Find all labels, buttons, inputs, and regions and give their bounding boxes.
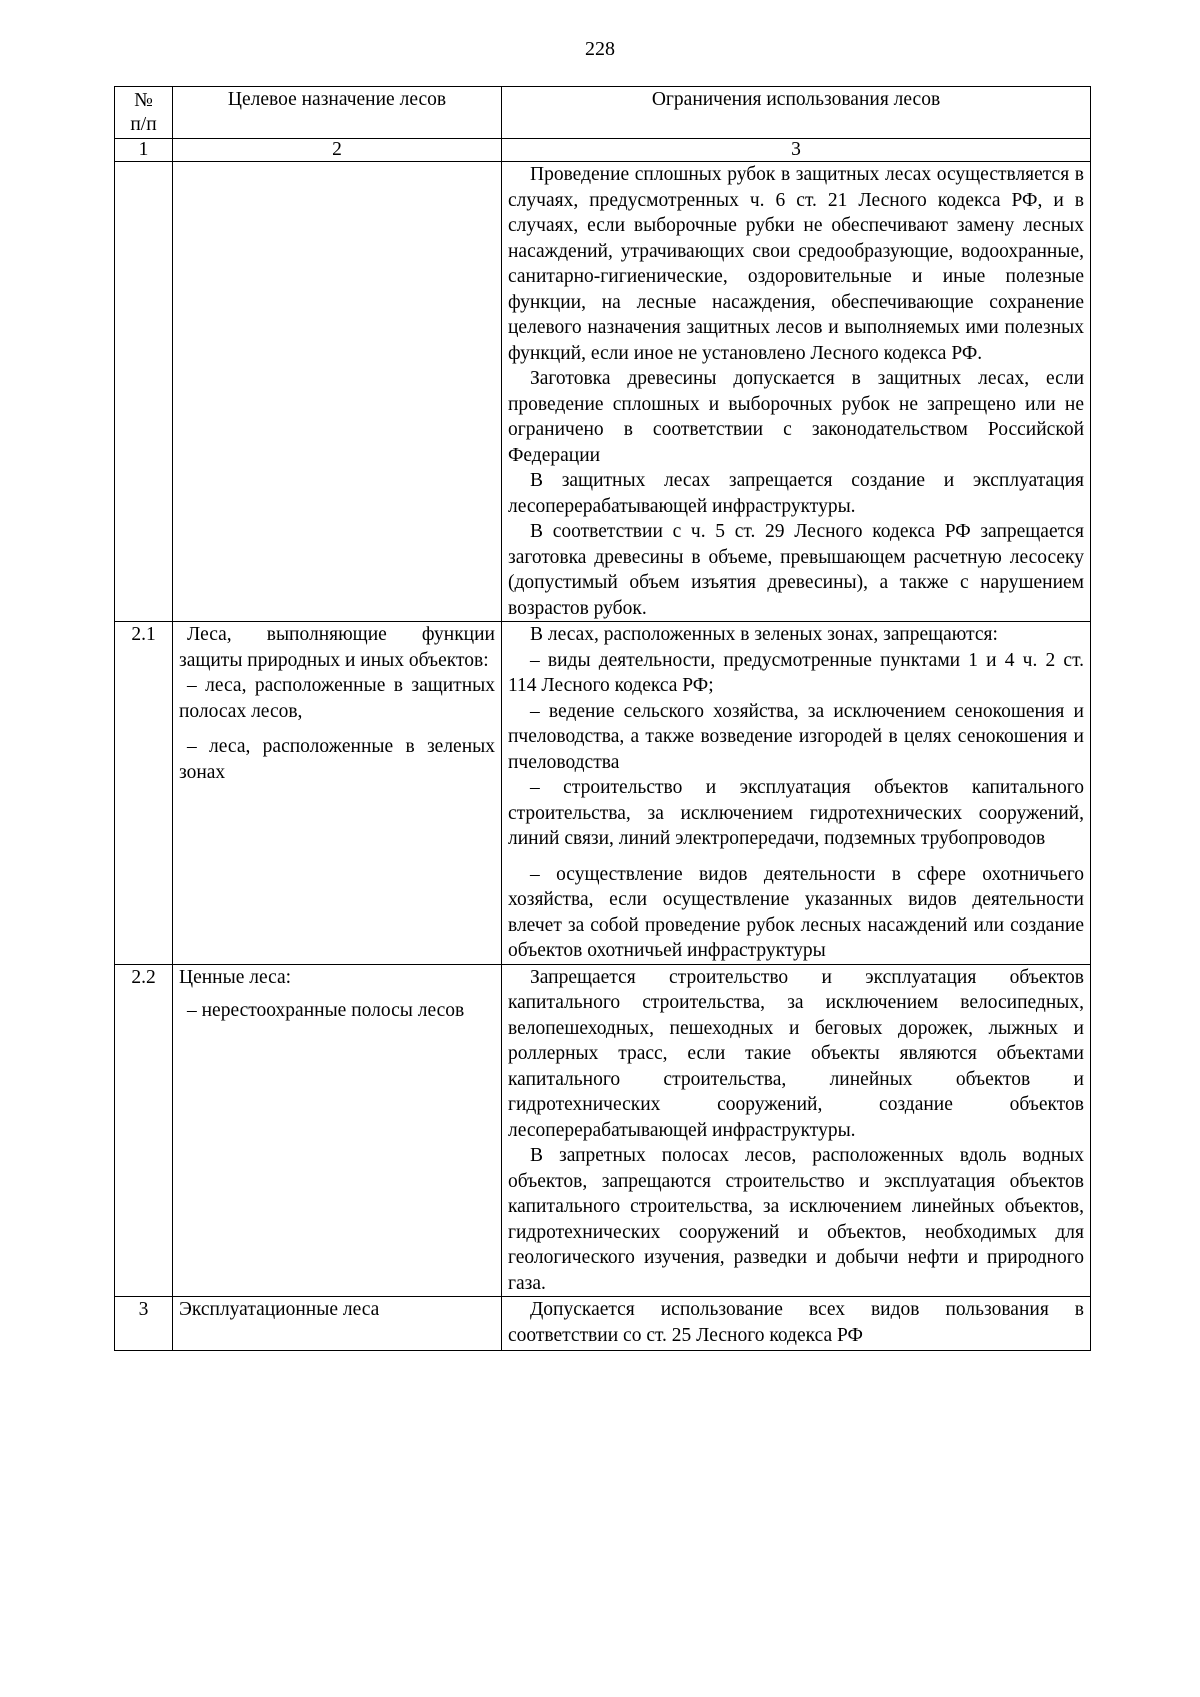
restriction-paragraph: В соответствии с ч. 5 ст. 29 Лесного кодекса РФ запрещается заготовка древесины в объеме, превышающем расчетную лесосеку (допустимый объем изъятия древесины), а также с нарушением возрастов рубок. — [508, 521, 1084, 619]
row-restrictions — [502, 964, 1091, 1297]
column-number-3: 3 — [502, 139, 1091, 162]
row-restrictions — [502, 1297, 1091, 1351]
restriction-paragraph: В защитных лесах запрещается создание и эксплуатация лесоперерабатывающей инфраструктуры. — [508, 470, 1084, 517]
column-number-1: 1 — [115, 139, 173, 162]
purpose-item: – леса, расположенные в зеленых зонах — [179, 736, 495, 783]
restriction-paragraph: Допускается использование всех видов пользования в соответствии со ст. 25 Лесного кодекса РФ — [508, 1299, 1084, 1346]
restriction-paragraph: Заготовка древесины допускается в защитных лесах, если проведение сплошных и выборочных рубок не запрещено или не ограничено в соответствии с законодательством Российской Федерации — [508, 368, 1084, 466]
restriction-item: – осуществление видов деятельности в сфере охотничьего хозяйства, если осуществление указанных видов деятельности влечет за собой проведение рубок лесных насаждений или создание объектов охотничьей инфраструктуры — [508, 863, 1084, 961]
restriction-paragraph: Проведение сплошных рубок в защитных лесах осуществляется в случаях, предусмотренных ч. 6 ст. 21 Лесного кодекса РФ, и в случаях, если выборочные рубки не обеспечивают замену лесных насаждений, утрачивающих свои средообразующие, водоохранные, санитарно-гигиенические, оздоровительные и иные полезные функции, на лесные насаждения, обеспечивающие сохранение целевого назначения защитных лесов и выполняемых ими полезных функций, если иное не установлено Лесного кодекса РФ. — [508, 164, 1084, 364]
row-purpose — [173, 1297, 502, 1351]
row-restrictions — [502, 622, 1091, 965]
restriction-paragraph: Запрещается строительство и эксплуатация объектов капитального строительства, за исключением велосипедных, велопешеходных, пешеходных и беговых дорожек, лыжных и роллерных трасс, если такие объекты являются объектами капитального строительства, линейных объектов и гидротехнических сооружений, создание объектов лесоперерабатывающей инфраструктуры. — [508, 966, 1084, 1141]
restriction-item: – строительство и эксплуатация объектов капитального строительства, за исключением гидротехнических сооружений, линий связи, линий электропередачи, подземных трубопроводов — [508, 777, 1084, 849]
table-row — [115, 162, 1091, 622]
page-number: 228 — [585, 38, 615, 60]
header-number-cell — [115, 87, 173, 139]
table-row — [115, 622, 1091, 965]
row-purpose — [173, 964, 502, 1297]
restriction-item: – виды деятельности, предусмотренные пунктами 1 и 4 ч. 2 ст. 114 Лесного кодекса РФ; — [508, 649, 1084, 696]
column-numbers-row — [115, 139, 1091, 162]
restriction-paragraph: В лесах, расположенных в зеленых зонах, запрещаются: — [530, 624, 998, 645]
header-purpose: Целевое назначение лесов — [173, 87, 502, 139]
header-number-abbr: п/п — [130, 114, 157, 135]
row-purpose — [173, 162, 502, 622]
table-header-row — [115, 87, 1091, 139]
forest-restrictions-table — [114, 86, 1091, 1351]
table-row — [115, 964, 1091, 1297]
row-number: 2.2 — [115, 964, 173, 1297]
header-number-symbol: № — [134, 90, 153, 111]
row-number: 2.1 — [115, 622, 173, 965]
header-restrictions: Ограничения использования лесов — [502, 87, 1091, 139]
restriction-paragraph: В запретных полосах лесов, расположенных вдоль водных объектов, запрещаются строительство и эксплуатация объектов капитального строительства, за исключением линейных объектов, гидротехнических сооружений и объектов, необходимых для геологического изучения, разведки и добычи нефти и природного газа. — [508, 1145, 1084, 1294]
table-row — [115, 1297, 1091, 1351]
purpose-text: Леса, выполняющие функции защиты природных и иных объектов: — [179, 624, 495, 671]
column-number-2: 2 — [173, 139, 502, 162]
purpose-text: Ценные леса: — [179, 966, 292, 988]
row-restrictions — [502, 162, 1091, 622]
row-number: 3 — [115, 1297, 173, 1351]
purpose-item: – нерестоохранные полосы лесов — [187, 1000, 465, 1021]
restriction-item: – ведение сельского хозяйства, за исключением сенокошения и пчеловодства, а также возведение изгородей в целях сенокошения и пчеловодства — [508, 700, 1084, 773]
purpose-item: – леса, расположенные в защитных полосах лесов, — [179, 675, 495, 722]
row-purpose — [173, 622, 502, 965]
row-number — [115, 162, 173, 622]
purpose-text: Эксплуатационные леса — [179, 1299, 380, 1320]
